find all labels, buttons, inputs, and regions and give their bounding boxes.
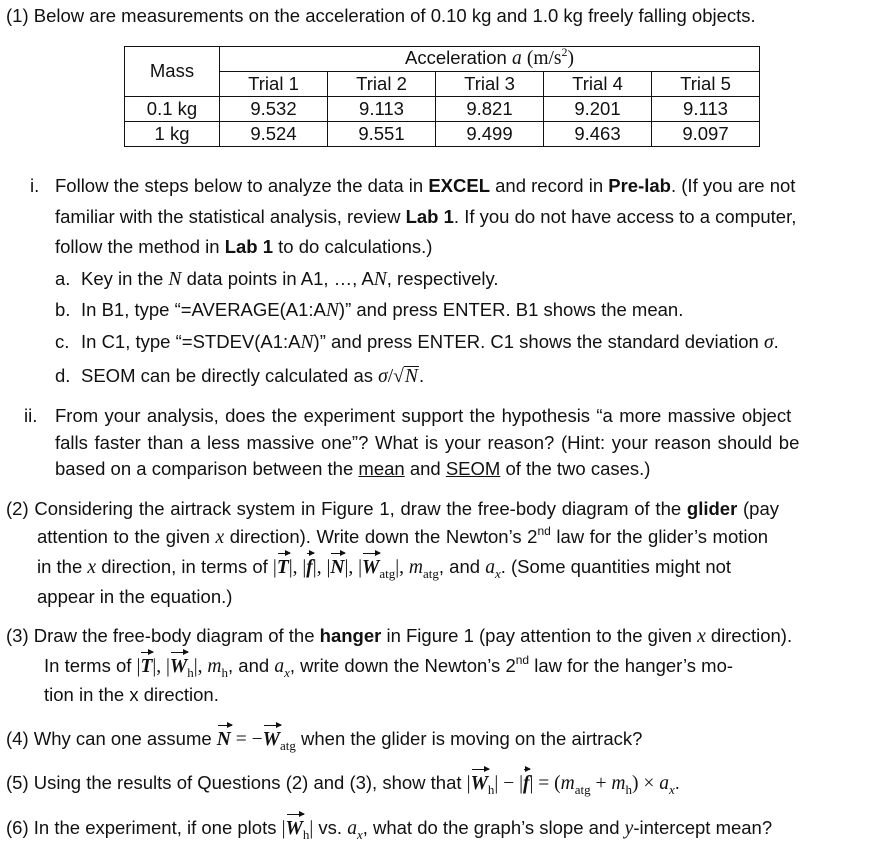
value-cell: 9.524 [220, 122, 328, 147]
value-cell: 9.201 [544, 97, 652, 122]
q1-ii-line3: based on a comparison between the mean and SEOM of the two cases.) [55, 458, 651, 479]
q1-ii-line2: falls faster than a less massive one”? What is your reason? (Hint: your reason should be [55, 432, 800, 453]
q2-line3: in the x direction, in terms of |T|, |f|, |N|, $|W_{atg}|$, $m_{atg}$, and $a_x$. (Some quantities might not [37, 556, 732, 581]
table-row [125, 97, 760, 122]
q2-line2: attention to the given x direction). Write down the Newton’s 2nd law for the glider’s motion [37, 524, 769, 548]
value-cell: 9.113 [652, 97, 760, 122]
trial-header: Trial 3 [436, 72, 544, 97]
q2-formula-quantities: |T|, |f|, |N|, $|W_{atg}|$, $m_{atg}$ [272, 557, 439, 581]
step-b-marker: b. [55, 299, 71, 320]
q2-number: (2) [6, 498, 29, 519]
table-row [125, 122, 760, 147]
ax: $a_x$ [485, 557, 501, 581]
step-a-marker: a. [55, 268, 71, 289]
q1-intro-text: Below are measurements on the acceleration of 0.10 kg and 1.0 kg freely falling objects. [33, 5, 756, 26]
value-cell: 9.463 [544, 122, 652, 147]
q5: (5) Using the results of Questions (2) and (3), show that $|W_h| - |f| = (m_{atg} + m_h) \times a_x$. [6, 772, 680, 797]
trial-header: Trial 4 [544, 72, 652, 97]
q6: (6) In the experiment, if one plots $|W_h|$ vs. $a_x$, what do the graph’s slope and y-intercept mean? [6, 817, 773, 842]
trial-header: Trial 5 [652, 72, 760, 97]
q1-i-marker: i. [30, 175, 40, 196]
mass-cell: 0.1 kg [125, 97, 220, 122]
step-d-marker: d. [55, 365, 71, 386]
q1-ii-line1: From your analysis, does the experiment support the hypothesis “a more massive object [55, 405, 792, 426]
q4: (4) Why can one assume $N = -W_{atg}$ when the glider is moving on the airtrack? [6, 728, 643, 753]
trial-header: Trial 1 [220, 72, 328, 97]
q1-ii-marker: ii. [24, 405, 38, 426]
q2-line4: appear in the equation.) [37, 586, 233, 607]
value-cell: 9.499 [436, 122, 544, 147]
q2-line1: (2) Considering the airtrack system in Figure 1, draw the free-body diagram of the glider (pay [6, 498, 780, 519]
mass-header: Mass [125, 47, 220, 97]
step-a: Key in the N data points in A1, …, AN, respectively. [81, 268, 499, 290]
q3-line3: tion in the x direction. [44, 684, 219, 705]
q6-number: (6) [6, 817, 29, 838]
step-d: SEOM can be directly calculated as σ/√N. [81, 365, 425, 387]
trial-header: Trial 2 [328, 72, 436, 97]
sqrt-n: √N [393, 366, 418, 387]
value-cell: 9.551 [328, 122, 436, 147]
q3-number: (3) [6, 625, 29, 646]
value-cell: 9.097 [652, 122, 760, 147]
step-b: In B1, type “=AVERAGE(A1:AN)” and press ENTER. B1 shows the mean. [81, 299, 684, 321]
step-c-marker: c. [55, 331, 70, 352]
acceleration-table [124, 46, 760, 147]
value-cell: 9.532 [220, 97, 328, 122]
step-c: In C1, type “=STDEV(A1:AN)” and press ENTER. C1 shows the standard deviation σ. [81, 331, 779, 353]
q1-intro [6, 5, 756, 27]
mass-cell: 1 kg [125, 122, 220, 147]
q1-i-line1: Follow the steps below to analyze the data in EXCEL and record in Pre-lab. (If you are not [55, 175, 796, 196]
value-cell: 9.821 [436, 97, 544, 122]
value-cell: 9.113 [328, 97, 436, 122]
q3-line1: (3) Draw the free-body diagram of the hanger in Figure 1 (pay attention to the given x direction). [6, 625, 793, 647]
q3-line2: In terms of |T|, $|W_h|$, $m_h$, and $a_x$, write down the Newton’s 2nd law for the hanger’s mo- [44, 653, 734, 680]
q4-number: (4) [6, 728, 29, 749]
q1-i-line3: follow the method in Lab 1 to do calculations.) [55, 236, 433, 257]
acceleration-header: Acceleration a $(m/s^2)$ [220, 47, 760, 72]
q5-number: (5) [6, 772, 29, 793]
q1-i-line2: familiar with the statistical analysis, review Lab 1. If you do not have access to a computer, [55, 206, 797, 227]
q1-number: (1) [6, 5, 29, 26]
